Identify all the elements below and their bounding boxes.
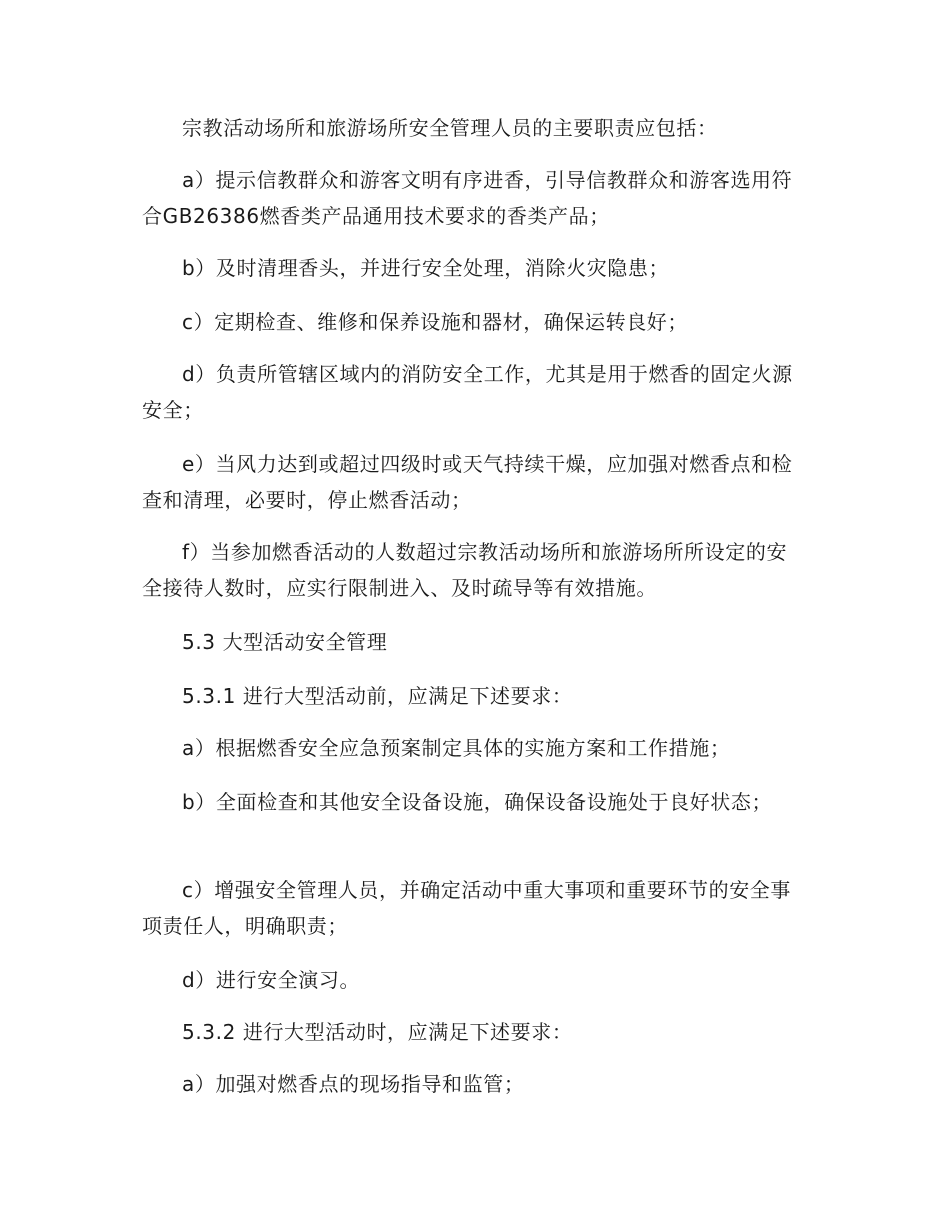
paragraph-5-3-1-b: b）全面检查和其他安全设备设施，确保设备设施处于良好状态； [182, 790, 773, 814]
section-heading-5-3: 5.3 大型活动安全管理 [182, 630, 388, 654]
paragraph-item-e: e）当风力达到或超过四级时或天气持续干燥，应加强对燃香点和检查和清理，必要时，停止燃香活动； [142, 452, 793, 512]
subsection-heading-5-3-1: 5.3.1 进行大型活动前，应满足下述要求： [182, 684, 573, 708]
paragraph-intro: 宗教活动场所和旅游场所安全管理人员的主要职责应包括： [182, 116, 718, 140]
paragraph-item-d: d）负责所管辖区域内的消防安全工作，尤其是用于燃香的固定火源安全； [142, 362, 793, 422]
paragraph-5-3-1-c: c）增强安全管理人员，并确定活动中重大事项和重要环节的安全事项责任人，明确职责； [142, 878, 791, 938]
paragraph-5-3-2-a: a）加强对燃香点的现场指导和监管； [182, 1072, 525, 1096]
paragraph-item-b: b）及时清理香头，并进行安全处理，消除火灾隐患； [182, 256, 670, 280]
paragraph-item-c: c）定期检查、维修和保养设施和器材，确保运转良好； [182, 310, 688, 334]
paragraph-5-3-1-d: d）进行安全演习。 [182, 968, 361, 992]
paragraph-item-a: a）提示信教群众和游客文明有序进香，引导信教群众和游客选用符合GB26386燃香类产品通用技术要求的香类产品； [142, 168, 793, 228]
paragraph-item-f: f）当参加燃香活动的人数超过宗教活动场所和旅游场所所设定的安全接待人数时，应实行限制进入、及时疏导等有效措施。 [142, 540, 788, 600]
subsection-heading-5-3-2: 5.3.2 进行大型活动时，应满足下述要求： [182, 1020, 573, 1044]
paragraph-5-3-1-a: a）根据燃香安全应急预案制定具体的实施方案和工作措施； [182, 736, 731, 760]
